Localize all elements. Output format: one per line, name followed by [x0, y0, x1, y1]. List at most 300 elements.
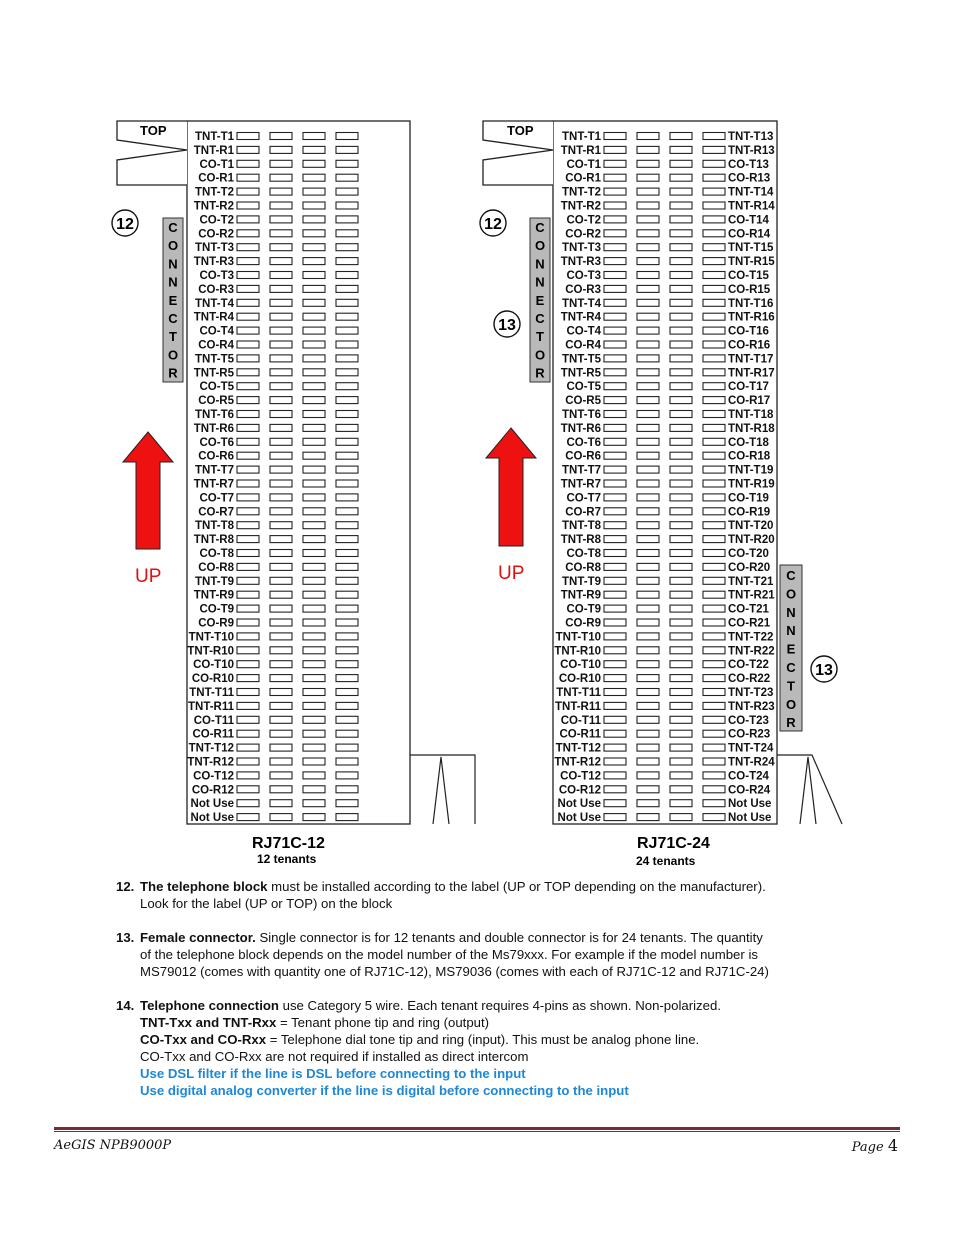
pin-slot: [637, 383, 659, 390]
pin-slot: [270, 327, 292, 334]
pin-slot: [604, 633, 626, 640]
pin-slot: [336, 466, 358, 473]
pin-slot: [604, 605, 626, 612]
pin-slot: [637, 522, 659, 529]
pin-slot: [670, 369, 692, 376]
pin-label: CO-R14: [728, 228, 771, 241]
pin-label: TNT-R23: [728, 700, 775, 713]
pin-slot: [670, 633, 692, 640]
pin-label: CO-T3: [199, 270, 234, 282]
pin-slot: [237, 480, 259, 487]
pin-slot: [237, 202, 259, 209]
pin-label: CO-T3: [566, 270, 601, 282]
pin-slot: [604, 369, 626, 376]
pin-slot: [703, 730, 725, 737]
left-telephone-block: [112, 121, 475, 866]
pin-slot: [670, 814, 692, 821]
pin-slot: [604, 133, 626, 140]
right-telephone-block: [480, 121, 842, 868]
pin-slot: [637, 633, 659, 640]
pin-slot: [637, 411, 659, 418]
pin-slot: [604, 675, 626, 682]
pin-slot: [604, 146, 626, 153]
pin-slot: [237, 133, 259, 140]
pin-slot: [336, 341, 358, 348]
pin-slot: [637, 424, 659, 431]
pin-slot: [270, 341, 292, 348]
footer-doc-title: AeGIS NPB9000P: [54, 1138, 172, 1153]
pin-slot: [270, 702, 292, 709]
pin-slot: [637, 702, 659, 709]
pin-slot: [336, 619, 358, 626]
pin-label: CO-R19: [728, 506, 771, 519]
pin-slot: [303, 522, 325, 529]
pin-label: CO-T17: [728, 381, 769, 394]
pin-slot: [336, 355, 358, 362]
callout-12: [480, 210, 506, 236]
note-13: 13. Female connector. Single connector is for 12 tenants and double connector is for 24 tenants. The quantity of the telephone block depends on the model number of the Ms79xxx. For example if the model number is MS79012 (comes with quantity one of RJ71C-12), MS79036 (comes with each of RJ71C-12 and RJ71C-24): [116, 930, 769, 979]
pin-slot: [703, 369, 725, 376]
pin-label: CO-T24: [728, 770, 769, 783]
pin-slot: [303, 661, 325, 668]
pin-slot: [670, 216, 692, 223]
pin-slot: [670, 800, 692, 807]
pin-slot: [270, 411, 292, 418]
pin-label: CO-R7: [565, 506, 601, 519]
pin-slot: [237, 244, 259, 251]
pin-slot: [604, 786, 626, 793]
pin-slot: [237, 272, 259, 279]
pin-slot: [604, 299, 626, 306]
pin-slot: [637, 661, 659, 668]
pin-slot: [604, 355, 626, 362]
pin-slot: [303, 355, 325, 362]
pin-slot: [637, 313, 659, 320]
pin-slot: [237, 814, 259, 821]
pin-label: TNT-R4: [193, 311, 234, 324]
pin-slot: [604, 480, 626, 487]
pin-slot: [670, 327, 692, 334]
pin-slot: [604, 230, 626, 237]
pin-slot: [270, 202, 292, 209]
svg-text:12: 12: [484, 216, 502, 233]
pin-label: TNT-T10: [555, 631, 601, 644]
pin-label: CO-T10: [193, 659, 234, 672]
pin-label: TNT-T15: [728, 242, 774, 255]
pin-slot: [270, 424, 292, 431]
pin-slot: [303, 702, 325, 709]
pin-label: CO-T20: [728, 548, 769, 560]
pin-slot: [670, 230, 692, 237]
pin-slot: [637, 675, 659, 682]
pin-slot: [270, 133, 292, 140]
pin-slot: [703, 202, 725, 209]
connector-letter: C: [168, 311, 178, 326]
pin-slot: [670, 355, 692, 362]
pin-slot: [703, 216, 725, 223]
connector-letter: N: [168, 256, 178, 272]
pin-label: CO-T18: [728, 436, 769, 449]
connector-letter: O: [167, 238, 179, 254]
pin-label: CO-T13: [728, 158, 769, 171]
pin-label: TNT-R9: [560, 589, 601, 602]
pin-label: TNT-T1: [195, 131, 234, 143]
pin-slot: [703, 133, 725, 140]
pin-slot: [237, 369, 259, 376]
pin-slot: [303, 160, 325, 167]
connector-letter: E: [786, 641, 796, 657]
pin-label: CO-R7: [198, 506, 234, 519]
pin-slot: [604, 424, 626, 431]
pin-label: CO-R8: [565, 561, 601, 574]
pin-slot: [703, 786, 725, 793]
pin-label: CO-R11: [192, 728, 234, 741]
pin-slot: [670, 619, 692, 626]
pin-slot: [303, 591, 325, 598]
pin-slot: [637, 244, 659, 251]
pin-slot: [237, 438, 259, 445]
pin-label: CO-T5: [566, 381, 601, 394]
pin-label: TNT-T4: [195, 297, 234, 310]
pin-slot: [637, 480, 659, 487]
pin-slot: [604, 244, 626, 251]
pin-slot: [637, 744, 659, 751]
pin-label: TNT-R8: [560, 534, 601, 547]
pin-label: CO-T9: [199, 603, 234, 616]
pin-label: TNT-R3: [560, 256, 601, 269]
pin-label: CO-R22: [728, 673, 771, 686]
pin-label: TNT-T16: [728, 297, 774, 310]
pin-slot: [237, 188, 259, 195]
pin-slot: [336, 730, 358, 737]
pin-slot: [336, 508, 358, 515]
pin-label: TNT-T6: [562, 409, 601, 421]
pin-slot: [336, 160, 358, 167]
pin-slot: [670, 536, 692, 543]
connector-letter: T: [536, 329, 544, 345]
pin-slot: [670, 480, 692, 487]
pin-slot: [303, 744, 325, 751]
pin-label: CO-R3: [565, 283, 601, 296]
pin-slot: [303, 341, 325, 348]
pin-slot: [303, 272, 325, 279]
pin-slot: [703, 758, 725, 765]
pin-slot: [237, 800, 259, 807]
pin-label: TNT-R9: [193, 589, 234, 602]
pin-label: CO-R5: [565, 395, 601, 408]
pin-slot: [237, 327, 259, 334]
pin-label: CO-R18: [728, 450, 771, 463]
pin-label: CO-R1: [565, 172, 601, 185]
pin-slot: [270, 730, 292, 737]
pin-slot: [670, 285, 692, 292]
pin-slot: [336, 258, 358, 265]
pin-slot: [604, 702, 626, 709]
pin-slot: [703, 299, 725, 306]
pin-slot: [703, 522, 725, 529]
pin-slot: [237, 258, 259, 265]
pin-label: TNT-R21: [728, 589, 775, 602]
pin-slot: [703, 397, 725, 404]
pin-slot: [604, 160, 626, 167]
pin-label: CO-T7: [566, 492, 601, 505]
connector-letter: R: [535, 365, 545, 381]
pin-slot: [303, 202, 325, 209]
pin-label: TNT-T3: [195, 242, 234, 255]
pin-slot: [336, 230, 358, 237]
pin-slot: [604, 285, 626, 292]
pin-slot: [336, 494, 358, 501]
pin-slot: [270, 591, 292, 598]
pin-slot: [270, 480, 292, 487]
note-14: 14. Telephone connection use Category 5 wire. Each tenant requires 4-pins as shown. Non-polarized. TNT-Txx and TNT-Rxx = Tenant phone tip and ring (output) CO-Txx and CO-Rxx = Telephone dial tone tip and ring (input). This must be analog phone line. CO-Txx and CO-Rxx are not required if installed as direct intercom Use DSL filter if the line is DSL before connecting to the input Use digital analog converter if the line is digital before connecting to the input: [116, 997, 856, 1099]
pin-label: TNT-R7: [193, 478, 234, 491]
pin-slot: [604, 174, 626, 181]
pin-slot: [670, 716, 692, 723]
pin-slot: [637, 536, 659, 543]
pin-slot: [637, 285, 659, 292]
pin-slot: [303, 814, 325, 821]
pin-label: TNT-R19: [728, 478, 775, 491]
pin-slot: [670, 244, 692, 251]
pin-slot: [237, 522, 259, 529]
pin-slot: [637, 550, 659, 557]
pin-slot: [336, 480, 358, 487]
pin-label: CO-T15: [728, 270, 769, 282]
pin-slot: [670, 758, 692, 765]
pin-slot: [703, 661, 725, 668]
pin-slot: [604, 772, 626, 779]
pin-label: CO-T6: [566, 436, 601, 449]
pin-label: CO-T9: [566, 603, 601, 616]
pin-slot: [237, 160, 259, 167]
pin-slot: [703, 605, 725, 612]
connector-letter: O: [534, 347, 546, 363]
pin-slot: [703, 244, 725, 251]
pin-label: TNT-T8: [562, 520, 601, 533]
pin-label: Not Use: [190, 798, 234, 811]
pin-slot: [336, 689, 358, 696]
pin-label: TNT-T12: [555, 742, 601, 755]
connector-letter: R: [168, 365, 178, 381]
pin-slot: [270, 272, 292, 279]
footer-rule: [54, 1127, 900, 1130]
pin-label: TNT-R17: [728, 367, 775, 380]
pin-slot: [637, 689, 659, 696]
pin-slot: [303, 758, 325, 765]
pin-slot: [604, 730, 626, 737]
pin-slot: [637, 202, 659, 209]
pin-slot: [670, 383, 692, 390]
notes-section: [116, 878, 856, 1116]
pin-slot: [303, 689, 325, 696]
pin-slot: [637, 188, 659, 195]
pin-slot: [270, 536, 292, 543]
pin-slot: [670, 702, 692, 709]
connector-letter: N: [535, 256, 545, 272]
pin-slot: [336, 424, 358, 431]
connector-letter: E: [168, 292, 178, 308]
pin-slot: [336, 452, 358, 459]
pin-slot: [270, 508, 292, 515]
pin-label: CO-T12: [193, 770, 234, 783]
pin-slot: [270, 466, 292, 473]
pin-slot: [270, 285, 292, 292]
model-subtitle: 12 tenants: [257, 852, 317, 866]
pin-slot: [303, 619, 325, 626]
pin-slot: [303, 438, 325, 445]
pin-slot: [303, 772, 325, 779]
pin-slot: [637, 619, 659, 626]
pin-slot: [703, 174, 725, 181]
pin-slot: [637, 772, 659, 779]
pin-slot: [604, 327, 626, 334]
pin-label: TNT-T21: [728, 575, 774, 588]
pin-label: TNT-R6: [560, 422, 601, 435]
pin-slot: [670, 272, 692, 279]
pin-slot: [703, 285, 725, 292]
pin-slot: [604, 744, 626, 751]
pin-label: TNT-R7: [560, 478, 601, 491]
model-label: RJ71C-12: [252, 835, 325, 852]
pin-slot: [670, 661, 692, 668]
pin-slot: [670, 522, 692, 529]
pin-slot: [336, 313, 358, 320]
pin-label: TNT-R5: [193, 367, 234, 380]
pin-slot: [303, 424, 325, 431]
pin-slot: [270, 244, 292, 251]
pin-label: CO-R20: [728, 561, 771, 574]
pin-slot: [270, 452, 292, 459]
pin-slot: [336, 244, 358, 251]
pin-slot: [270, 216, 292, 223]
pin-label: CO-T11: [193, 714, 234, 727]
pin-slot: [703, 146, 725, 153]
pin-slot: [237, 299, 259, 306]
pin-slot: [237, 591, 259, 598]
pin-slot: [270, 744, 292, 751]
pin-label: CO-R1: [198, 172, 234, 185]
pin-slot: [303, 730, 325, 737]
pin-slot: [637, 397, 659, 404]
pin-slot: [637, 494, 659, 501]
pin-slot: [336, 411, 358, 418]
pin-slot: [336, 772, 358, 779]
pin-label: CO-T4: [566, 325, 601, 338]
pin-label: CO-R11: [559, 728, 601, 741]
pin-slot: [303, 327, 325, 334]
pin-slot: [237, 494, 259, 501]
pin-slot: [336, 591, 358, 598]
pin-slot: [637, 230, 659, 237]
pin-slot: [604, 522, 626, 529]
pin-label: TNT-T8: [195, 520, 234, 533]
pin-slot: [270, 577, 292, 584]
pin-label: TNT-T4: [562, 297, 601, 310]
pin-label: TNT-T18: [728, 409, 774, 421]
pin-label: TNT-R10: [187, 645, 234, 658]
pin-label: TNT-T19: [728, 464, 774, 477]
pin-slot: [604, 716, 626, 723]
pin-slot: [336, 327, 358, 334]
pin-slot: [303, 188, 325, 195]
dsl-warning: Use DSL filter if the line is DSL before connecting to the input: [140, 1066, 526, 1081]
pin-slot: [604, 550, 626, 557]
pin-label: TNT-T11: [189, 687, 234, 699]
pin-label: TNT-R11: [187, 700, 234, 713]
pin-slot: [637, 800, 659, 807]
pin-slot: [237, 772, 259, 779]
pin-label: CO-T5: [199, 381, 234, 394]
pin-slot: [237, 730, 259, 737]
pin-label: TNT-R10: [554, 645, 601, 658]
pin-label: TNT-R1: [560, 144, 601, 157]
pin-slot: [670, 313, 692, 320]
pin-slot: [237, 744, 259, 751]
pin-label: TNT-T17: [728, 353, 774, 366]
connector-letter: N: [535, 274, 545, 290]
pin-slot: [237, 383, 259, 390]
pin-slot: [703, 480, 725, 487]
pin-slot: [270, 258, 292, 265]
pin-slot: [303, 299, 325, 306]
connector-letter: O: [534, 238, 546, 254]
pin-slot: [303, 480, 325, 487]
pin-slot: [670, 647, 692, 654]
pin-slot: [336, 605, 358, 612]
pin-slot: [604, 508, 626, 515]
pin-label: CO-T1: [199, 158, 234, 171]
pin-label: CO-T2: [199, 214, 234, 227]
pin-label: TNT-T9: [562, 575, 601, 588]
up-arrow: [123, 432, 173, 549]
pin-slot: [703, 272, 725, 279]
pin-slot: [237, 702, 259, 709]
pin-slot: [270, 160, 292, 167]
pin-slot: [303, 216, 325, 223]
pin-slot: [670, 563, 692, 570]
pin-slot: [270, 633, 292, 640]
pin-slot: [703, 508, 725, 515]
pin-slot: [703, 633, 725, 640]
pin-slot: [303, 383, 325, 390]
pin-slot: [303, 397, 325, 404]
pin-label: TNT-T7: [562, 464, 601, 477]
pin-slot: [336, 550, 358, 557]
connector-letter: C: [786, 660, 796, 675]
pin-slot: [303, 633, 325, 640]
pin-slot: [604, 216, 626, 223]
pin-label: CO-R6: [198, 450, 234, 463]
pin-slot: [237, 786, 259, 793]
pin-slot: [637, 814, 659, 821]
pin-slot: [604, 188, 626, 195]
pin-slot: [637, 216, 659, 223]
pin-slot: [270, 814, 292, 821]
pin-label: TNT-R14: [728, 200, 775, 213]
pin-label: TNT-R13: [728, 144, 775, 157]
pin-slot: [703, 466, 725, 473]
pin-slot: [303, 605, 325, 612]
pin-label: CO-T11: [560, 714, 601, 727]
pin-slot: [237, 508, 259, 515]
pin-slot: [270, 563, 292, 570]
pin-slot: [637, 563, 659, 570]
pin-slot: [237, 550, 259, 557]
pin-slot: [670, 786, 692, 793]
pin-slot: [336, 285, 358, 292]
pin-label: TNT-T3: [562, 242, 601, 255]
